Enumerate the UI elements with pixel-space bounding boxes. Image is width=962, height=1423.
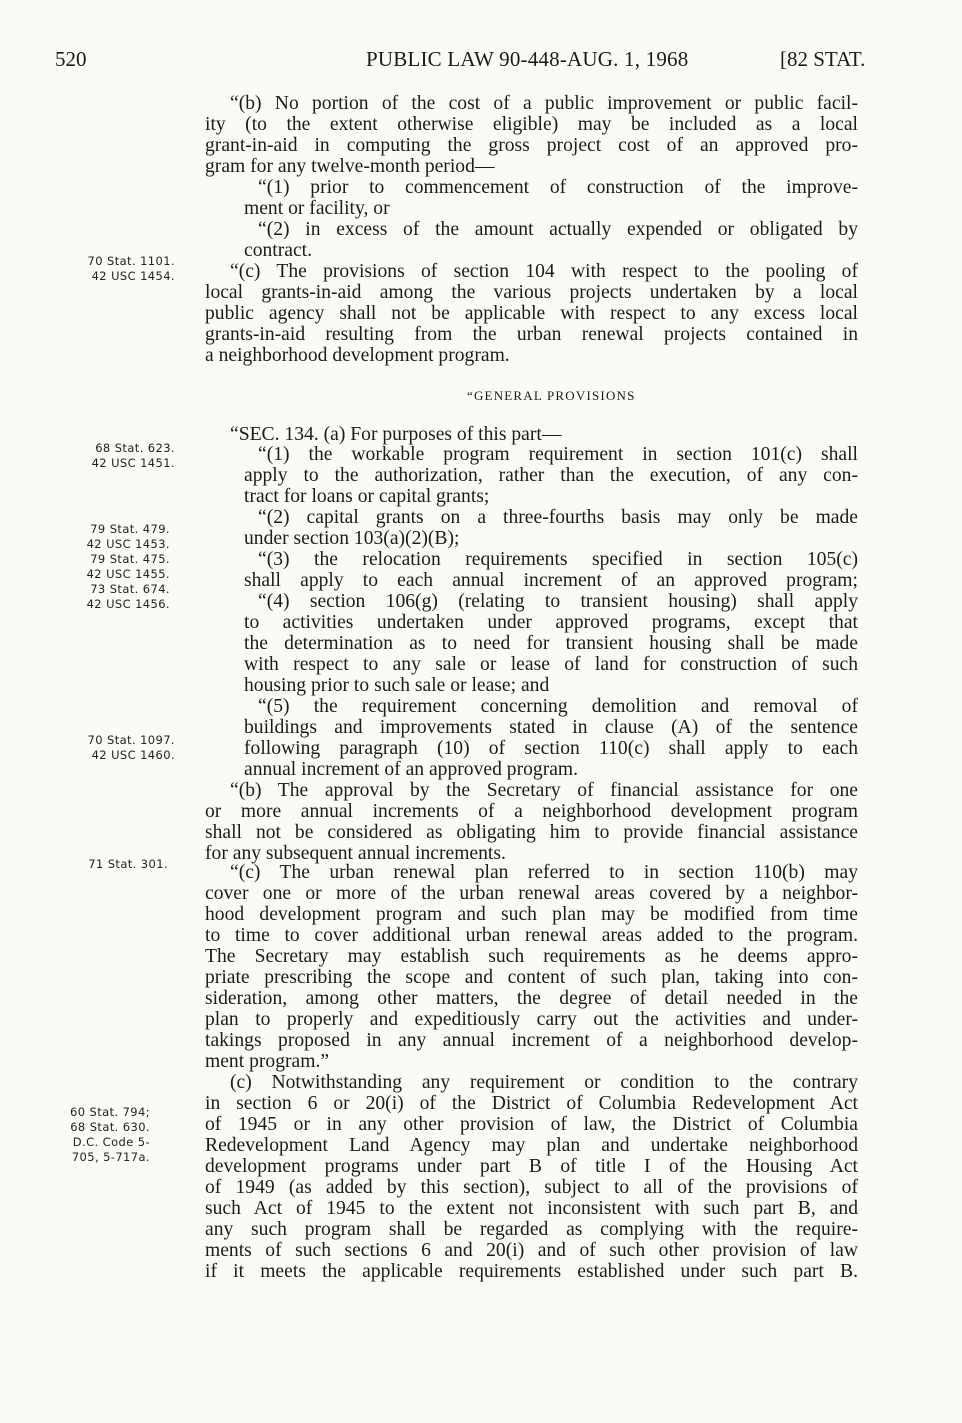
body-line: The Secretary may establish such requirements as he deems appro- bbox=[205, 946, 858, 967]
body-line: “(4) section 106(g) (relating to transient housing) shall apply bbox=[258, 591, 858, 612]
margin-note bbox=[70, 1105, 150, 1165]
margin-note bbox=[87, 522, 170, 612]
body-line: if it meets the applicable requirements established under such part B. bbox=[205, 1261, 858, 1282]
body-line: “(b) The approval by the Secretary of financial assistance for one bbox=[230, 780, 858, 801]
body-line: (c) Notwithstanding any requirement or condition to the contrary bbox=[230, 1072, 858, 1093]
margin-note bbox=[88, 857, 168, 872]
volume-reference: [82 STAT. bbox=[780, 47, 866, 71]
body-line: plan to properly and expeditiously carry out the activities and under- bbox=[205, 1009, 858, 1030]
body-line: “(3) the relocation requirements specified in section 105(c) bbox=[258, 549, 858, 570]
body-line: Redevelopment Land Agency may plan and undertake neighborhood bbox=[205, 1135, 858, 1156]
margin-note-line: 70 Stat. 1101. bbox=[87, 254, 175, 268]
margin-note-line: 42 USC 1451. bbox=[91, 456, 175, 470]
body-line: such Act of 1945 to the extent not inconsistent with such part B, and bbox=[205, 1198, 858, 1219]
body-line: of 1945 or in any other provision of law, the District of Columbia bbox=[205, 1114, 858, 1135]
page-title: PUBLIC LAW 90-448-AUG. 1, 1968 bbox=[366, 47, 689, 71]
margin-note-line: 68 Stat. 630. bbox=[70, 1120, 150, 1134]
body-line: shall apply to each annual increment of an approved program; bbox=[244, 570, 858, 591]
body-line: housing prior to such sale or lease; and bbox=[244, 675, 550, 696]
margin-note-line: 71 Stat. 301. bbox=[88, 857, 168, 871]
body-line: in section 6 or 20(i) of the District of Columbia Redevelopment Act bbox=[205, 1093, 858, 1114]
body-line: ity (to the extent otherwise eligible) may be included as a local bbox=[205, 114, 858, 135]
body-line: the determination as to need for transient housing shall be made bbox=[244, 633, 858, 654]
body-line: to time to cover additional urban renewal areas added to the program. bbox=[205, 925, 858, 946]
body-line: with respect to any sale or lease of land for construction of such bbox=[244, 654, 858, 675]
body-line: “(c) The provisions of section 104 with respect to the pooling of bbox=[230, 261, 858, 282]
body-line: of 1949 (as added by this section), subject to all of the provisions of bbox=[205, 1177, 858, 1198]
body-line: “SEC. 134. (a) For purposes of this part— bbox=[230, 424, 562, 445]
body-line: cover one or more of the urban renewal areas covered by a neighbor- bbox=[205, 883, 858, 904]
body-line: grants-in-aid resulting from the urban renewal projects contained in bbox=[205, 324, 858, 345]
body-line: sideration, among other matters, the degree of detail needed in the bbox=[205, 988, 858, 1009]
body-line: ment or facility, or bbox=[244, 198, 390, 219]
body-line: to activities undertaken under approved programs, except that bbox=[244, 612, 858, 633]
body-line: “(2) in excess of the amount actually expended or obligated by bbox=[258, 219, 858, 240]
margin-note-line: 60 Stat. 794; bbox=[70, 1105, 150, 1119]
body-line: under section 103(a)(2)(B); bbox=[244, 528, 460, 549]
margin-note-line: 42 USC 1453. bbox=[86, 537, 170, 551]
body-line: hood development program and such plan may be modified from time bbox=[205, 904, 858, 925]
body-line: contract. bbox=[244, 240, 312, 261]
margin-note-line: 73 Stat. 674. bbox=[90, 582, 170, 596]
body-line: “(5) the requirement concerning demolition and removal of bbox=[258, 696, 858, 717]
body-line: shall not be considered as obligating him to provide financial assistance bbox=[205, 822, 858, 843]
page-number: 520 bbox=[55, 47, 87, 71]
body-line: “(b) No portion of the cost of a public improvement or public facil- bbox=[230, 93, 858, 114]
body-line: development programs under part B of title I of the Housing Act bbox=[205, 1156, 858, 1177]
body-line: “(1) the workable program requirement in section 101(c) shall bbox=[258, 444, 858, 465]
body-line: following paragraph (10) of section 110(c) shall apply to each bbox=[244, 738, 858, 759]
body-line: local grants-in-aid among the various projects undertaken by a local bbox=[205, 282, 858, 303]
body-line: “(1) prior to commencement of construction of the improve- bbox=[258, 177, 858, 198]
body-line: tract for loans or capital grants; bbox=[244, 486, 490, 507]
margin-note-line: 42 USC 1456. bbox=[86, 597, 170, 611]
body-line: ment program.” bbox=[205, 1051, 330, 1072]
body-line: for any subsequent annual increments. bbox=[205, 843, 506, 864]
margin-note-line: 79 Stat. 479. bbox=[90, 522, 170, 536]
margin-note bbox=[88, 733, 176, 763]
margin-note-line: 42 USC 1454. bbox=[91, 269, 175, 283]
body-line: “(c) The urban renewal plan referred to in section 110(b) may bbox=[230, 862, 858, 883]
margin-note-line: 79 Stat. 475. bbox=[90, 552, 170, 566]
body-line: grant-in-aid in computing the gross project cost of an approved pro- bbox=[205, 135, 858, 156]
body-line: takings proposed in any annual increment of a neighborhood develop- bbox=[205, 1030, 858, 1051]
body-line: or more annual increments of a neighborhood development program bbox=[205, 801, 858, 822]
margin-note-line: 70 Stat. 1097. bbox=[87, 733, 175, 747]
body-line: a neighborhood development program. bbox=[205, 345, 510, 366]
body-line: any such program shall be regarded as complying with the require- bbox=[205, 1219, 858, 1240]
body-line: “(2) capital grants on a three-fourths basis may only be made bbox=[258, 507, 858, 528]
body-line: apply to the authorization, rather than the execution, of any con- bbox=[244, 465, 858, 486]
margin-note-line: 42 USC 1455. bbox=[86, 567, 170, 581]
body-line: ments of such sections 6 and 20(i) and of such other provision of law bbox=[205, 1240, 858, 1261]
section-heading: “GENERAL PROVISIONS bbox=[467, 388, 636, 403]
margin-note-line: D.C. Code 5- bbox=[72, 1135, 150, 1149]
body-line: priate prescribing the scope and content of such plan, taking into con- bbox=[205, 967, 858, 988]
body-line: public agency shall not be applicable with respect to any excess local bbox=[205, 303, 858, 324]
body-line: buildings and improvements stated in clause (A) of the sentence bbox=[244, 717, 858, 738]
margin-note bbox=[92, 441, 175, 471]
margin-note-line: 705, 5-717a. bbox=[71, 1150, 150, 1164]
body-line: gram for any twelve-month period— bbox=[205, 156, 495, 177]
margin-note-line: 68 Stat. 623. bbox=[95, 441, 175, 455]
body-line: annual increment of an approved program. bbox=[244, 759, 579, 780]
margin-note-line: 42 USC 1460. bbox=[91, 748, 175, 762]
margin-note bbox=[88, 254, 176, 284]
